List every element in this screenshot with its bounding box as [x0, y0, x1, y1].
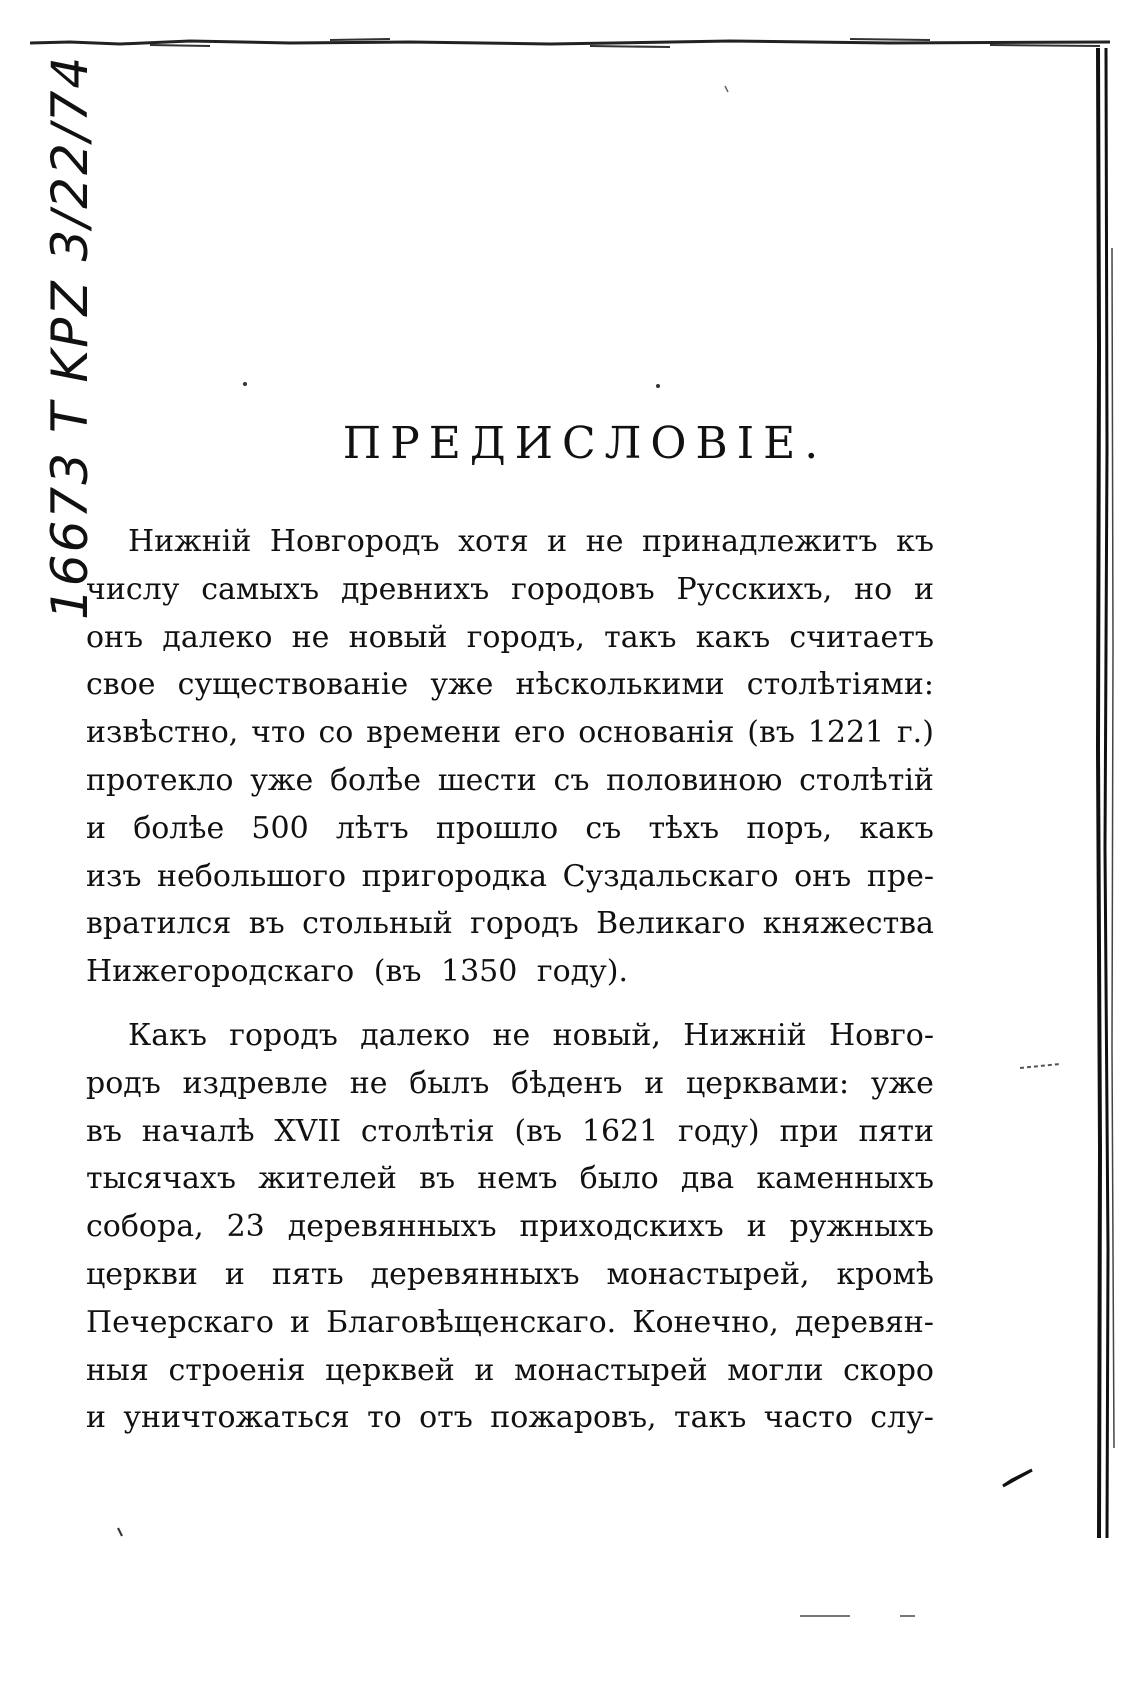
text-line: и болѣе 500 лѣтъ прошло съ тѣхъ поръ, какъ — [86, 810, 934, 846]
text-line: числу самыхъ древнихъ городовъ Русскихъ, но и — [86, 571, 934, 607]
text-line: собора, 23 деревянныхъ приходскихъ и ружныхъ — [86, 1209, 934, 1245]
page-title: ПРЕДИСЛОВІЕ. — [342, 418, 828, 469]
paragraph-1 — [86, 518, 934, 996]
text-line: вратился въ стольный городъ Великаго княжества — [86, 906, 934, 942]
text-line: и уничтожаться то отъ пожаровъ, такъ часто слу- — [86, 1400, 934, 1436]
text-line: въ началѣ XVII столѣтія (въ 1621 году) при пяти — [86, 1113, 934, 1149]
text-line: онъ далеко не новый городъ, такъ какъ считаетъ — [86, 619, 934, 655]
text-line: свое существованіе уже нѣсколькими столѣтіями: — [86, 667, 934, 703]
text-line: тысячахъ жителей въ немъ было два каменныхъ — [86, 1161, 934, 1197]
text-line: извѣстно, что со времени его основанія (въ 1221 г.) — [86, 715, 934, 751]
right-page-edge — [1092, 48, 1118, 1538]
text-line: Печерскаго и Благовѣщенскаго. Конечно, деревян- — [86, 1304, 934, 1340]
text-line: изъ небольшого пригородка Суздальскаго онъ пре- — [86, 858, 934, 894]
text-line: Какъ городъ далеко не новый, Нижній Новго- — [128, 1017, 934, 1053]
text-line: родъ издревле не былъ бѣденъ и церквами: уже — [86, 1065, 934, 1101]
paragraph-2 — [86, 1012, 934, 1442]
top-page-edge — [30, 36, 1110, 50]
text-line: протекло уже болѣе шести съ половиною столѣтій — [86, 762, 934, 798]
body-text — [86, 518, 934, 1442]
text-line: ныя строенія церквей и монастырей могли скоро — [86, 1352, 934, 1388]
text-line: Нижній Новгородъ хотя и не принадлежитъ къ — [128, 524, 934, 559]
handwritten-call-number: 16673 T KPZ 3/22/74 — [41, 54, 99, 620]
text-line: Нижегородскаго (въ 1350 году). — [86, 954, 629, 990]
text-line: церкви и пять деревянныхъ монастырей, кромѣ — [86, 1256, 934, 1292]
